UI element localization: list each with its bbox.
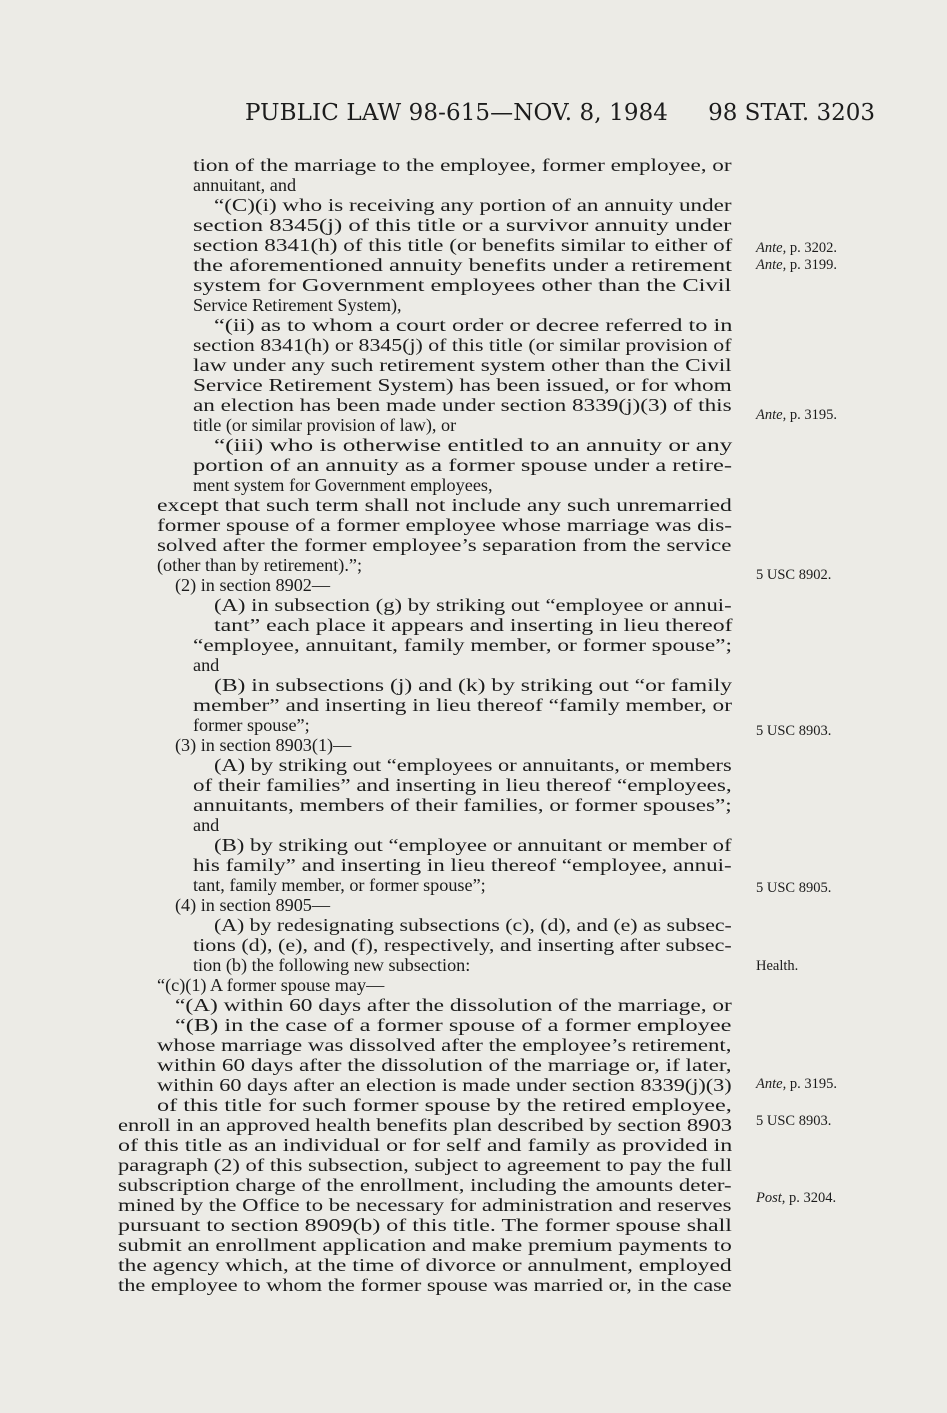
text-line: pursuant to section 8909(b) of this title. The former spouse shall [118,1215,732,1235]
text-line: tions (d), (e), and (f), respectively, and inserting after subsec- [193,935,732,955]
text-line: tant, family member, or former spouse”; [193,875,486,895]
margin-note-health: Health. [756,958,799,974]
text-line: of their families” and inserting in lieu thereof “employees, [193,775,732,795]
text-line: “(C)(i) who is receiving any portion of an annuity under [214,195,732,215]
text-line: within 60 days after an election is made under section 8339(j)(3) [157,1075,732,1095]
text-line: section 8345(j) of this title or a survivor annuity under [193,215,732,235]
text-line: tant” each place it appears and inserting in lieu thereof [214,615,733,635]
text-line: (A) by redesignating subsections (c), (d), and (e) as subsec- [214,915,732,935]
text-line: (B) by striking out “employee or annuitant or member of [214,835,732,855]
text-line: annuitants, members of their families, or former spouses”; [193,795,732,815]
text-line: (3) in section 8903(1)— [175,735,352,755]
text-line: Service Retirement System), [193,295,402,315]
text-line: annuitant, and [193,175,297,195]
text-line: (B) in subsections (j) and (k) by striking out “or family [214,675,733,695]
text-line: Service Retirement System) has been issued, or for whom [193,375,732,395]
text-line: portion of an annuity as a former spouse under a retire- [193,455,732,475]
text-line: system for Government employees other than the Civil [193,275,732,295]
text-line: the agency which, at the time of divorce or annulment, employed [118,1255,732,1275]
text-line: paragraph (2) of this subsection, subject to agreement to pay the full [118,1155,732,1175]
text-line: and [193,655,220,675]
text-line: of this title as an individual or for self and family as provided in [118,1135,733,1155]
text-line: and [193,815,220,835]
text-line: tion of the marriage to the employee, former employee, or [193,155,732,175]
text-line: an election has been made under section 8339(j)(3) of this [193,395,732,415]
text-line: “(ii) as to whom a court order or decree referred to in [214,315,733,335]
text-line: ment system for Government employees, [193,475,493,495]
margin-note-ante-3195: Ante, p. 3195. [756,407,837,423]
text-line: subscription charge of the enrollment, including the amounts deter- [118,1175,732,1195]
margin-note-usc-8902: 5 USC 8902. [756,567,832,583]
text-line: of this title for such former spouse by the retired employee, [157,1095,732,1115]
text-line: solved after the former employee’s separation from the service [157,535,732,555]
text-line: “(A) within 60 days after the dissolution of the marriage, or [175,995,732,1015]
margin-note-ante-3195-b: Ante, p. 3195. [756,1076,837,1092]
text-line: his family” and inserting in lieu thereof “employee, annui- [193,855,732,875]
text-line: except that such term shall not include any such unremarried [157,495,732,515]
text-line: “employee, annuitant, family member, or former spouse”; [193,635,732,655]
text-line: “(c)(1) A former spouse may— [157,975,385,995]
margin-note-ante-3199: Ante, p. 3199. [756,257,837,273]
text-line: whose marriage was dissolved after the employee’s retirement, [157,1035,732,1055]
text-line: section 8341(h) or 8345(j) of this title (or similar provision of [193,335,732,355]
text-line: the employee to whom the former spouse was married or, in the case [118,1275,732,1295]
margin-note-usc-8905: 5 USC 8905. [756,880,832,896]
margin-note-usc-8903-b: 5 USC 8903. [756,1113,832,1129]
text-line: member” and inserting in lieu thereof “family member, or [193,695,732,715]
margin-note-usc-8903: 5 USC 8903. [756,723,832,739]
text-line: within 60 days after the dissolution of the marriage or, if later, [157,1055,732,1075]
text-line: title (or similar provision of law), or [193,415,457,435]
page-header-title: PUBLIC LAW 98-615—NOV. 8, 1984 [245,100,669,126]
text-line: the aforementioned annuity benefits under a retirement [193,255,732,275]
text-line: (A) in subsection (g) by striking out “employee or annui- [214,595,732,615]
text-line: (A) by striking out “employees or annuitants, or members [214,755,732,775]
text-line: submit an enrollment application and make premium payments to [118,1235,732,1255]
text-line: mined by the Office to be necessary for administration and reserves [118,1195,732,1215]
text-line: “(iii) who is otherwise entitled to an annuity or any [214,435,733,455]
text-line: law under any such retirement system other than the Civil [193,355,732,375]
text-line: (4) in section 8905— [175,895,331,915]
text-line: tion (b) the following new subsection: [193,955,471,975]
text-line: former spouse of a former employee whose marriage was dis- [157,515,732,535]
margin-note-ante-3202: Ante, p. 3202. [756,240,837,256]
text-line: enroll in an approved health benefits plan described by section 8903 [118,1115,732,1135]
text-line: “(B) in the case of a former spouse of a former employee [175,1015,732,1035]
text-line: section 8341(h) of this title (or benefits similar to either of [193,235,733,255]
page-header-stat: 98 STAT. 3203 [708,100,875,126]
text-line: (2) in section 8902— [175,575,331,595]
margin-note-post-3204: Post, p. 3204. [756,1190,837,1206]
text-line: (other than by retirement).”; [157,555,363,575]
text-line: former spouse”; [193,715,310,735]
